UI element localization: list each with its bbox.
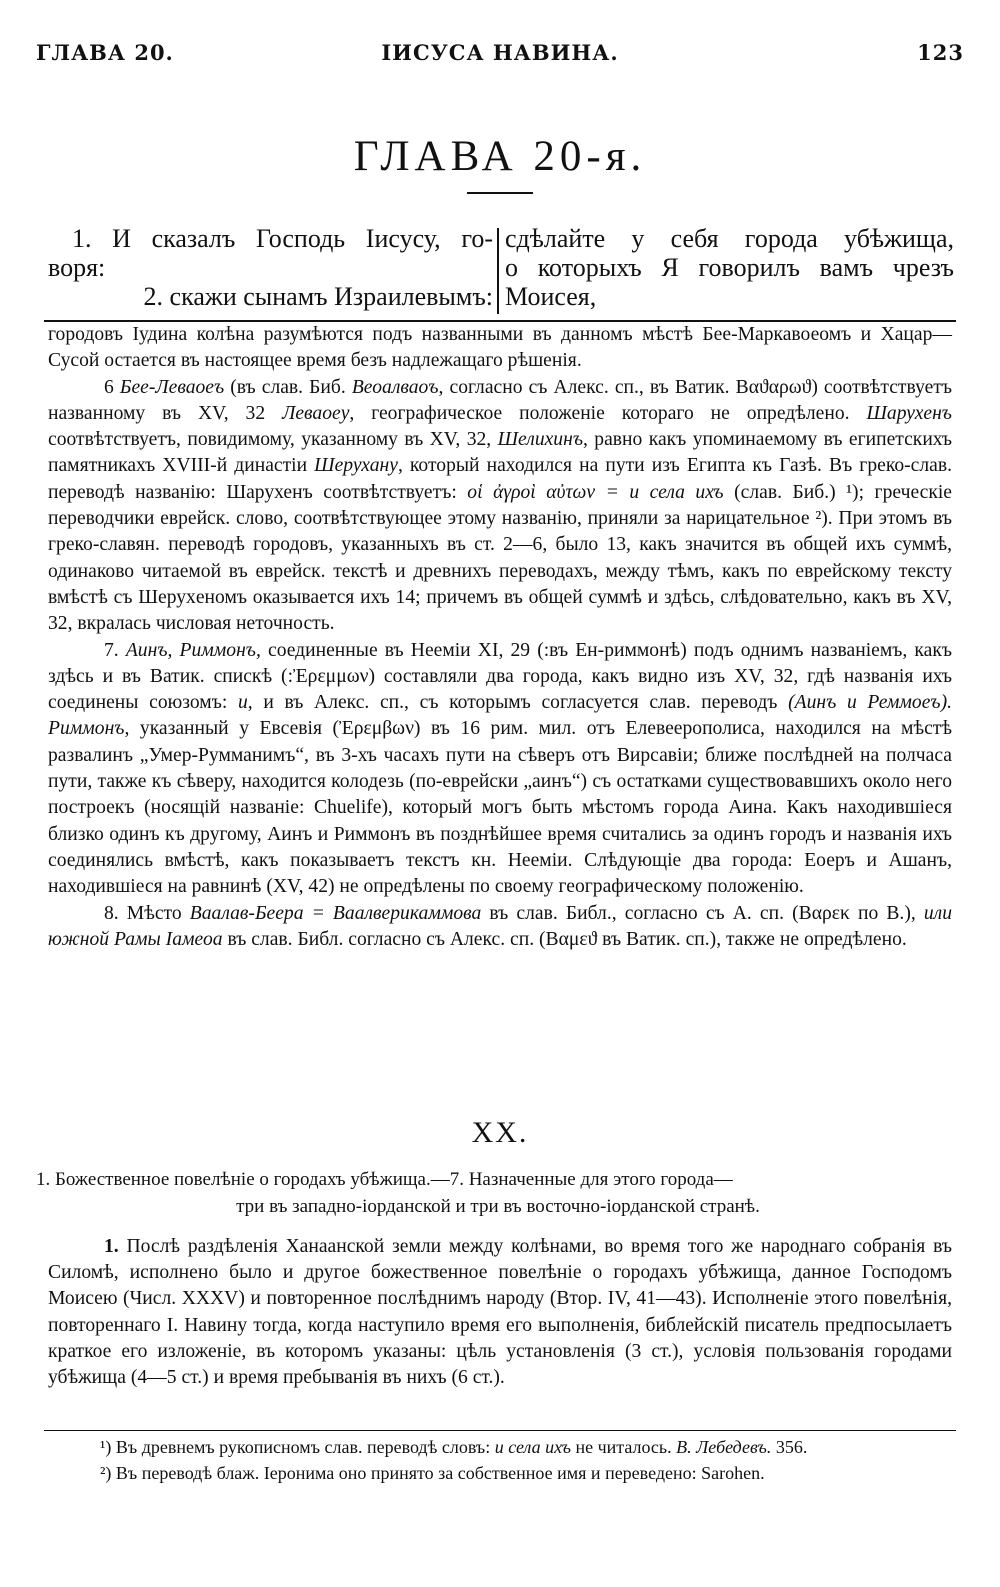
verse-block — [48, 224, 954, 316]
text-run: соединенные въ Нееміи XI, 29 (:въ Ен-риммонѣ) подъ однимъ названіемъ, какъ здѣсь и въ Ватик. спискѣ (:Ἐρεμμων) составляли два города, какъ видно изъ XV, 32, гдѣ названія ихъ соединены союзомъ: — [48, 639, 952, 714]
commentary — [48, 322, 952, 953]
italic-term: и села ихъ — [494, 1437, 571, 1457]
text-run: въ слав. Библ. согласно съ Алекс. сп. (Βαμεϑ въ Ватик. сп.), также не опредѣлено. — [222, 928, 907, 950]
page-number: 123 — [917, 40, 964, 65]
italic-term: (Аинъ и Реммоеъ). Риммонъ — [48, 692, 952, 740]
verse-line: о которыхъ Я говорилъ вамъ чрезъ — [505, 253, 954, 282]
verse-column-right — [505, 224, 954, 311]
verse-line: воря: — [48, 253, 106, 282]
italic-term: Шерухану — [314, 455, 398, 477]
footnote — [48, 1434, 952, 1460]
text-run: , согласно съ Алекс. сп., въ Ватик. Βαϑαρωϑ) соотвѣтствуетъ названному въ XV, 32 — [48, 376, 952, 424]
commentary-paragraph — [48, 638, 952, 901]
verse-line: 2. скажи сынамъ Израилевымъ: — [143, 282, 493, 311]
italic-term: Ваалав-Беера = Ваалверикаммова — [189, 902, 482, 924]
summary-line: 1. Божественное повелѣніе о городахъ убѣжища.—7. Назначенные для этого города— — [36, 1169, 733, 1190]
footnotes — [48, 1434, 952, 1486]
chapter-title: ГЛАВА 20-я. — [353, 133, 647, 180]
text-run: соотвѣтствуетъ, повидимому, указанному въ XV, 32, — [48, 429, 498, 451]
header-book-title: ІИСУСА НАВИНА. — [381, 40, 619, 65]
text-run: Послѣ раздѣленія Ханаанской земли между колѣнами, во время того же народнаго собранія въ Силомѣ, исполнено было и другое божественное повелѣніе о городахъ убѣжища, данное Господомъ Моисею (Числ. XXXV) и повторенное послѣднимъ народу (Втор. IV, 41—43). Исполненіе этого повелѣнія, повтореннаго І. Навину тогда, когда наступило время его выполненія, библейскій писатель предпосылаетъ краткое его изложеніе, въ которомъ указаны: цѣль установленія (3 ст.), условія пользованія городами убѣжища (4—5 ст.) и время пребыванія въ нихъ (6 ст.). — [48, 1236, 952, 1389]
summary-line: три въ западно-іорданской и три въ восточно-іорданской странѣ. — [236, 1196, 760, 1217]
column-divider — [497, 228, 499, 314]
text-run: (въ слав. Биб. — [224, 376, 352, 398]
text-run: , и въ Алекс. сп., съ которымъ согласуется слав. переводъ — [247, 692, 789, 714]
text-run: , географическое положеніе котораго не опредѣлено. — [349, 402, 867, 424]
italic-term: или южной Рамы Іамеоа — [48, 902, 953, 950]
text-run: 8. Мѣсто — [104, 902, 190, 924]
body-text — [48, 1234, 952, 1391]
commentary-paragraph — [48, 901, 952, 954]
text-run: ¹) Въ древнемъ рукописномъ слав. переводѣ словъ: — [100, 1437, 495, 1457]
text-run: , который находился на пути изъ Египта къ Газѣ. Въ греко-слав. переводѣ названію: Шарухенъ соотвѣтствуетъ: — [48, 455, 952, 503]
text-run: , равно какъ упоминаемому въ египетскихъ памятникахъ XVIII-й династіи — [48, 429, 952, 477]
text-run: (слав. Биб.) ¹); греческіе переводчики еврейск. слово, соотвѣтствующее этому названію, приняли за нарицательное ²). При этомъ въ греко-славян. переводѣ городовъ, указанныхъ въ ст. 2—6, было 13, какъ значится въ общей ихъ суммѣ, одинаково читаемой въ еврейск. текстѣ и древнихъ переводахъ, между тѣмъ, какъ по еврейскому тексту вмѣстѣ съ Шеруxеномъ оказывается ихъ 14; причемъ въ общей суммѣ и здѣсь, слѣдовательно, какъ въ XV, 32, вкралась числовая неточность. — [48, 481, 952, 635]
title-rule — [467, 192, 533, 194]
verse-line: сдѣлайте у себя города убѣжища, — [505, 224, 954, 253]
italic-term: Шарухенъ — [866, 402, 952, 424]
verse-line: 1. И сказалъ Господь Іисусу, го- — [72, 224, 493, 253]
text-run: 6 — [104, 376, 120, 398]
text-run: въ слав. Библ., согласно съ А. сп. (Βαρεκ по В.), — [481, 902, 924, 924]
italic-term: οἱ ἀγροὶ αὐτων = и села ихъ — [467, 481, 724, 503]
header-chapter-label: ГЛАВА 20. — [36, 40, 174, 65]
text-run: не читалось. — [570, 1437, 677, 1457]
commentary-paragraph — [48, 375, 952, 638]
text-run: 356. — [771, 1437, 808, 1457]
body-paragraph — [48, 1234, 952, 1391]
section-summary — [36, 1166, 960, 1220]
italic-term: В. Лебедевъ. — [676, 1437, 772, 1457]
footnote: ²) Въ переводѣ блаж. Іеронима оно принято за собственное имя и переведено: Sarohen. — [100, 1463, 765, 1483]
italic-term: и — [237, 692, 248, 714]
footnote-rule — [44, 1430, 956, 1431]
text-run: 7. — [104, 639, 126, 661]
commentary-paragraph: городовъ Іудина колѣна разумѣются подъ названными въ данномъ мѣстѣ Бее-Маркавоеомъ и Хацар—Сусой остается въ настоящее время безъ надлежащаго рѣшенія. — [48, 324, 952, 372]
text-run: , указанный у Евсевія (Ἐρεμβων) въ 16 рим. мил. отъ Елевеерополиса, находился на мѣстѣ развалинъ „Умер-Румманимъ“, въ 3-хъ часахъ пути на сѣверъ отъ Вирсавіи; ближе послѣдней на полчаса пути, также къ сѣверу, находится колодезь (по-еврейски „аинъ“) съ остатками существовавшихъ около него построекъ (носящій названіе: Chuelife), который могъ быть мѣстомъ города Аина. Какъ находившіеся близко одинъ къ другому, Аинъ и Риммонъ въ позднѣйшее время считались за одинъ городъ и названія ихъ соединялись вмѣстѣ, какъ показываетъ текстъ кн. Нееміи. Слѣдующіе два города: Еоеръ и Ашанъ, находившіеся на равнинѣ (XV, 42) не опредѣлены по своему географическому положенію. — [48, 718, 952, 898]
italic-term: Бее-Леваоеъ — [119, 376, 225, 398]
italic-term: Веоалваоъ — [351, 376, 439, 398]
running-header — [36, 40, 964, 80]
verse-line: Моисея, — [505, 282, 597, 311]
section-number: XX. — [471, 1116, 529, 1149]
italic-term: Шелихинъ — [497, 429, 583, 451]
paragraph-number: 1. — [104, 1236, 119, 1257]
verse-column-left — [48, 224, 493, 311]
italic-term: Леваоеу — [282, 402, 350, 424]
italic-term: Аинъ, Риммонъ, — [125, 639, 261, 661]
